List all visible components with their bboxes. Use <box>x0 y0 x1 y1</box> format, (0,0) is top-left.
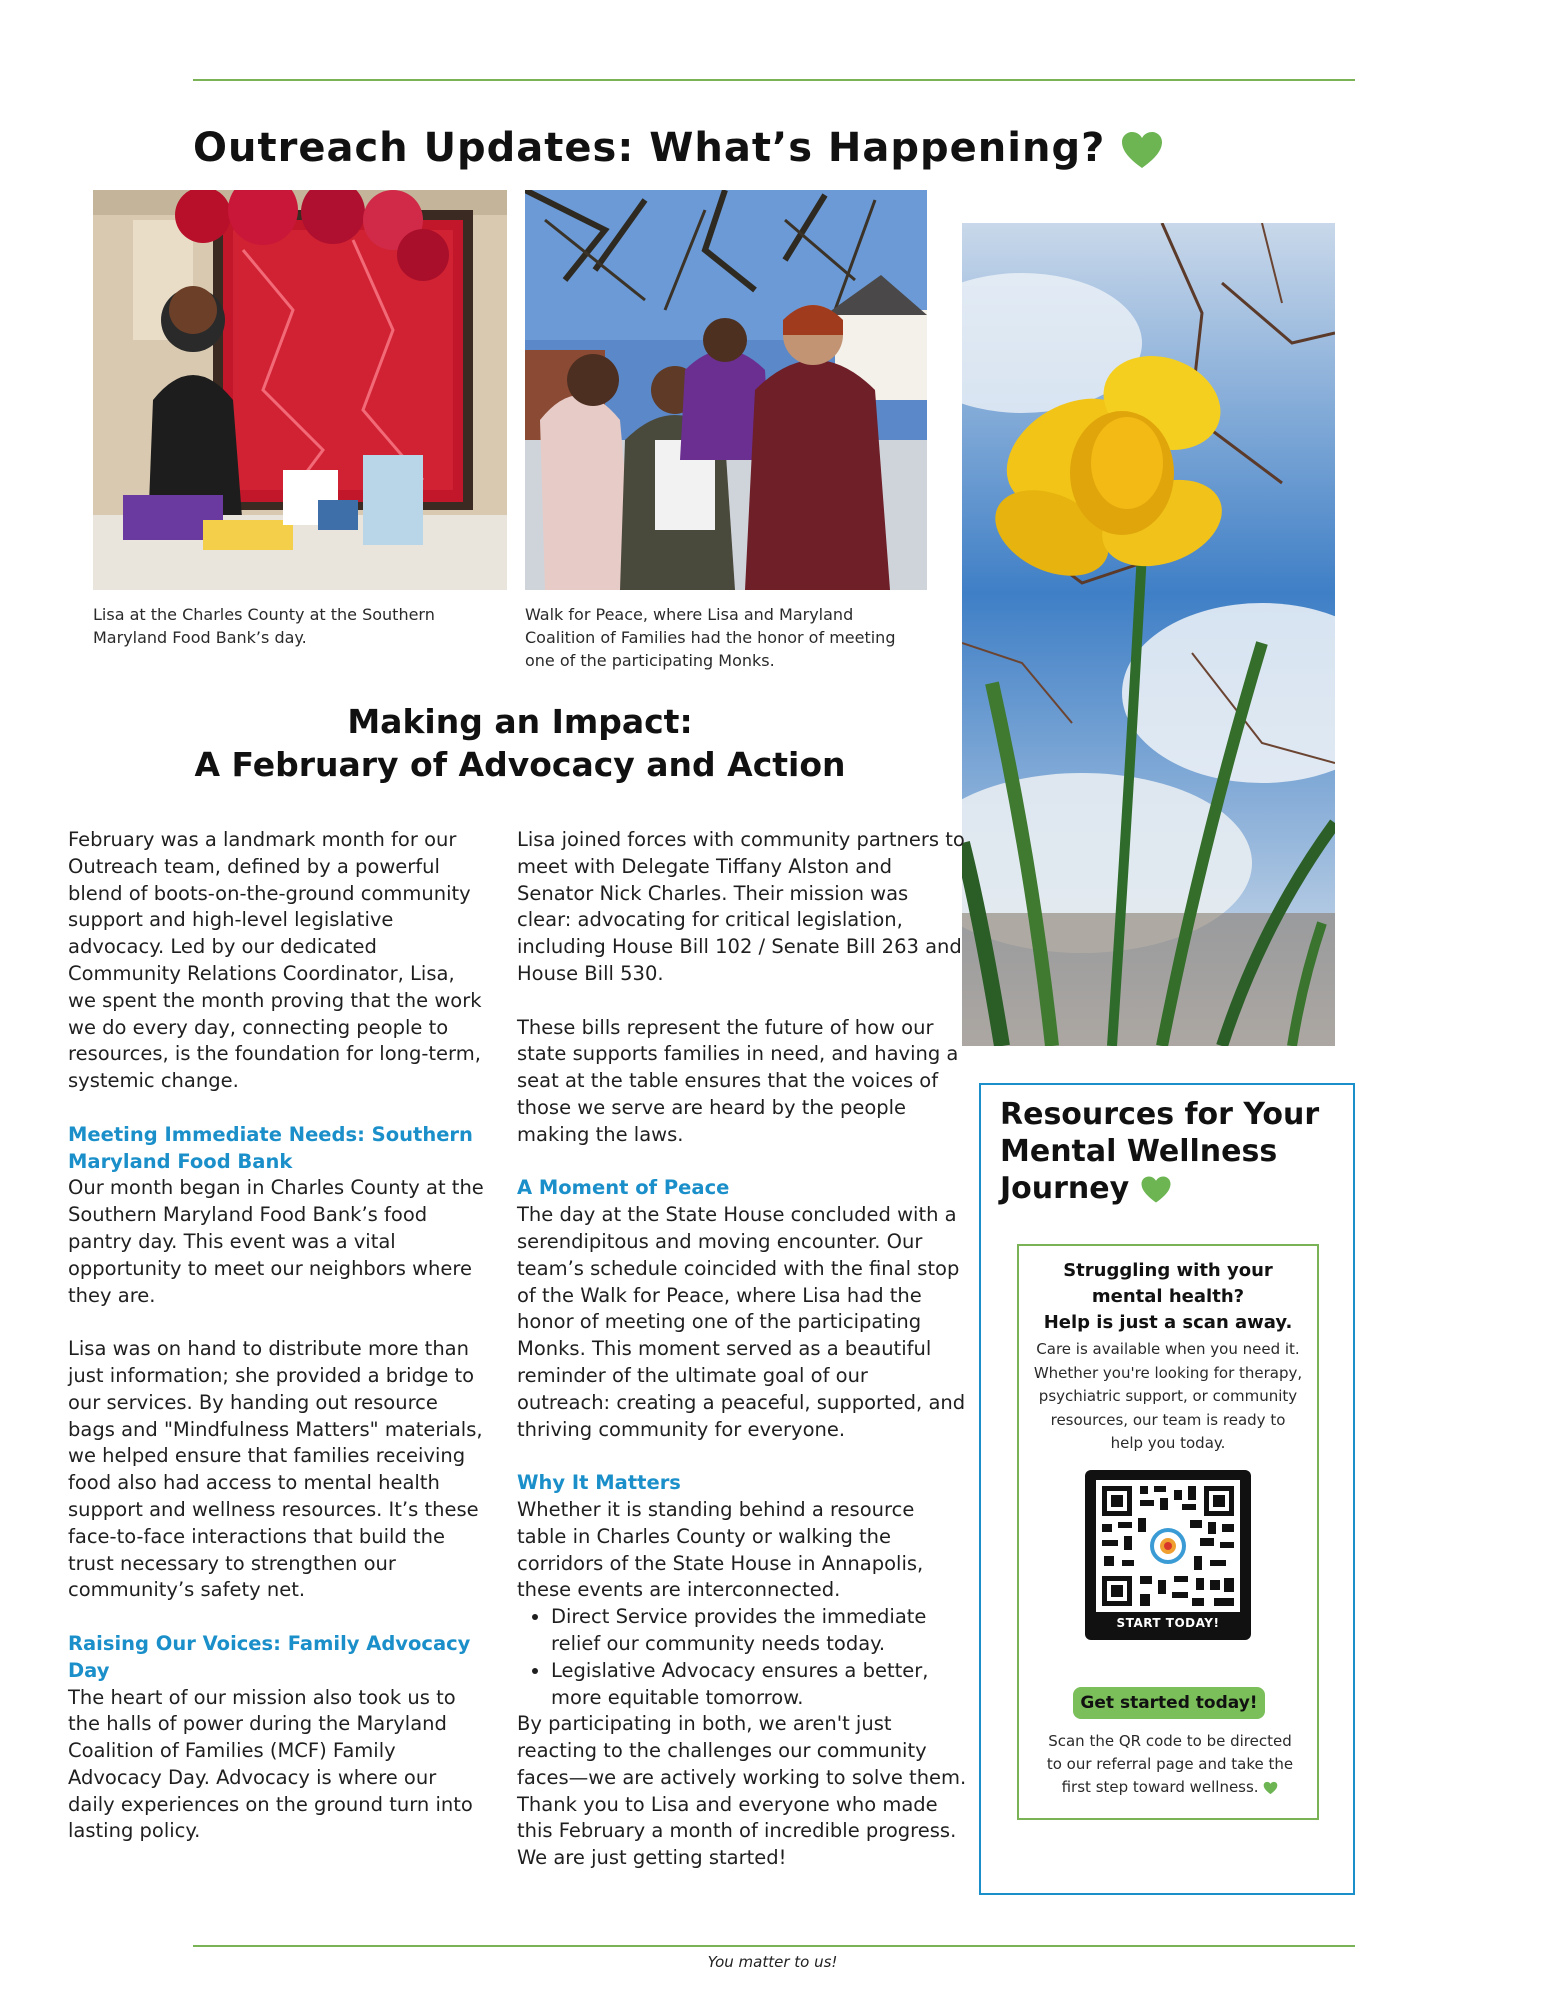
footer-note: You matter to us! <box>707 1953 838 1971</box>
walk-for-peace-photo <box>525 190 927 590</box>
sidebar-title: Resources for Your Mental Wellness Journey <box>1000 1097 1320 1206</box>
article-column-right <box>517 827 967 1899</box>
page-title: Outreach Updates: What’s Happening? <box>193 125 1164 171</box>
why-it-matters-list <box>517 1604 967 1711</box>
advocacy-day-paragraph-3: These bills represent the future of how our state supports families in need, and having a seat at the table ensures that the voices of those we serve are heard by the people making the laws. <box>517 1015 959 1146</box>
bottom-divider <box>193 1945 1355 1947</box>
advocacy-day-paragraph-2: Lisa joined forces with community partners to meet with Delegate Tiffany Alston and Senator Nick Charles. Their mission was clear: advocating for critical legislation, including House Bill 102 / Senate Bill 263 and House Bill 530. <box>517 828 965 985</box>
help-callout <box>1017 1244 1319 1820</box>
section-heading-food-bank: Meeting Immediate Needs: Southern Maryland Food Bank <box>68 1122 473 1173</box>
green-heart-icon <box>1140 1175 1172 1204</box>
walk-for-peace-caption: Walk for Peace, where Lisa and Maryland Coalition of Families had the honor of meeting one of the participating Monks. <box>525 605 896 670</box>
moment-of-peace-paragraph: The day at the State House concluded with a serendipitous and moving encounter. Our team’s schedule coincided with the final stop of the Walk for Peace, where Lisa had the honor of meeting one of the participating Monks. This moment served as a beautiful reminder of the ultimate goal of our outreach: creating a peaceful, supported, and thriving community for everyone. <box>517 1203 966 1441</box>
daffodil-photo <box>962 223 1335 1046</box>
why-it-matters-paragraph-2: By participating in both, we aren't just reacting to the challenges our community faces—we are actively working to solve them. Thank you to Lisa and everyone who made this February a month of incredible progress. We are just getting started! <box>517 1712 967 1870</box>
callout-footer: Scan the QR code to be directed to our referral page and take the first step toward wellness. <box>1046 1732 1294 1796</box>
section-heading-advocacy-day: Raising Our Voices: Family Advocacy Day <box>68 1631 471 1682</box>
food-bank-paragraph-1: Our month began in Charles County at the Southern Maryland Food Bank’s food pantry day. This event was a vital opportunity to meet our neighbors where they are. <box>68 1176 484 1307</box>
green-heart-icon <box>1263 1781 1278 1795</box>
section-heading-why-it-matters: Why It Matters <box>517 1471 681 1495</box>
food-bank-photo <box>93 190 507 590</box>
callout-heading: Struggling with your mental health? Help is just a scan away. <box>1043 1260 1293 1333</box>
article-column-left <box>68 827 488 1872</box>
qr-card-label: START TODAY! <box>1116 1616 1220 1630</box>
top-divider <box>193 79 1355 81</box>
advocacy-day-paragraph-1: The heart of our mission also took us to the halls of power during the Maryland Coalition of Families (MCF) Family Advocacy Day. Advocacy is where our daily experiences on the ground turn into lasting policy. <box>68 1685 473 1843</box>
food-bank-caption: Lisa at the Charles County at the Southern Maryland Food Bank’s day. <box>93 605 435 647</box>
qr-code-card[interactable] <box>1085 1470 1251 1640</box>
article-title: Making an Impact: A February of Advocacy and Action <box>194 702 846 784</box>
intro-paragraph: February was a landmark month for our Outreach team, defined by a powerful blend of boots-on-the-ground community support and high-level legislative advocacy. Led by our dedicated Community Relations Coordinator, Lisa, we spent the month proving that the work we do every day, connecting people to resources, is the foundation for long-term, systemic change. <box>68 828 482 1093</box>
why-it-matters-paragraph-1: Whether it is standing behind a resource table in Charles County or walking the corridors of the State House in Annapolis, these events are interconnected. <box>517 1497 924 1602</box>
section-heading-moment-of-peace: A Moment of Peace <box>517 1176 730 1200</box>
qr-code[interactable] <box>1096 1480 1240 1612</box>
get-started-button[interactable]: Get started today! <box>1073 1687 1265 1719</box>
food-bank-paragraph-2: Lisa was on hand to distribute more than just information; she provided a bridge to our services. By handing out resource bags and "Mindfulness Matters" materials, we helped ensure that families receiving food also had access to mental health support and wellness resources. It’s these face-to-face interactions that build the trust necessary to strengthen our community’s safety net. <box>68 1337 483 1602</box>
callout-body: Care is available when you need it. Whether you're looking for therapy, psychiatric support, or community resources, our team is ready to help you today. <box>1033 1340 1303 1452</box>
green-heart-icon <box>1120 130 1164 170</box>
list-item: • Direct Service provides the immediate relief our community needs today. <box>551 1604 967 1658</box>
list-item: • Legislative Advocacy ensures a better, more equitable tomorrow. <box>551 1658 967 1712</box>
